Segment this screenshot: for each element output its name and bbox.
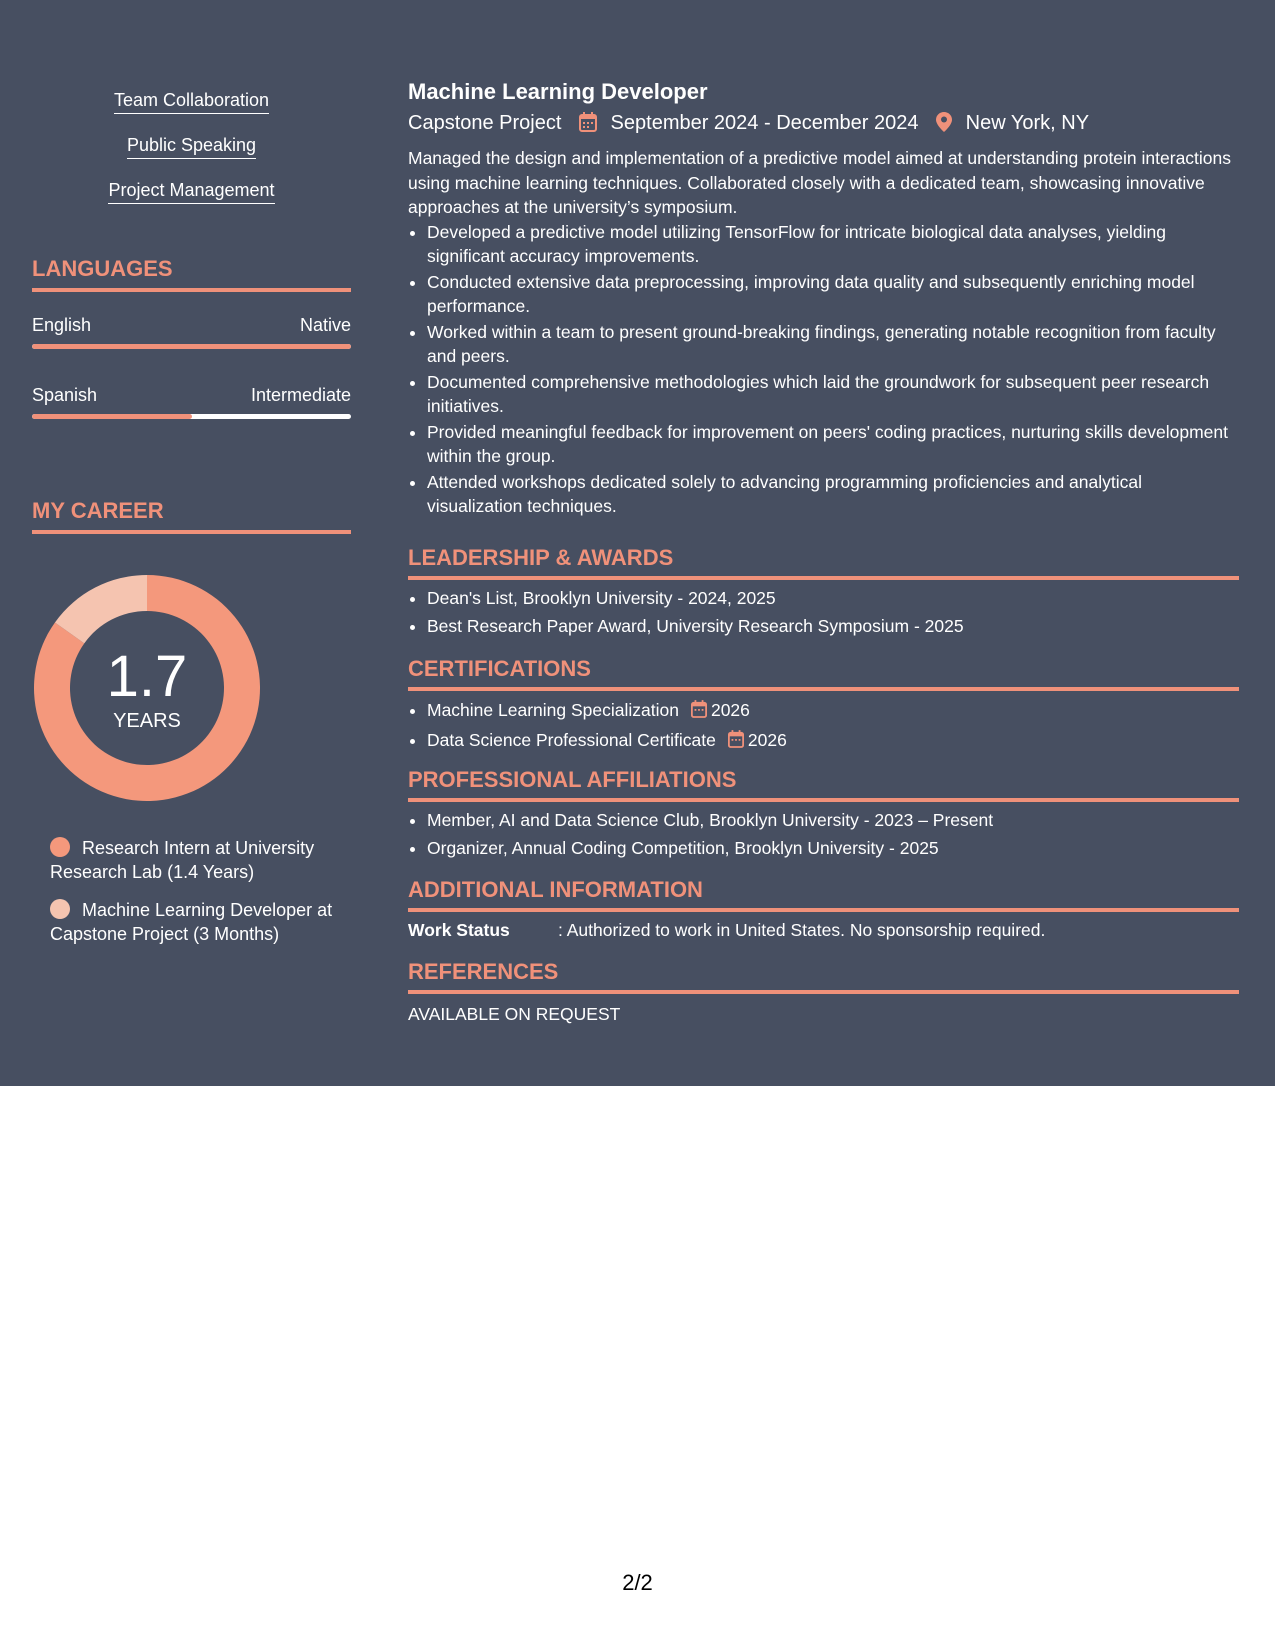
affiliations-list <box>408 807 1258 863</box>
list-item: • Attended workshops dedicated solely to advancing programming proficiencies and analytical visualization techniques. <box>427 470 1239 519</box>
work-status-value: : Authorized to work in United States. No sponsorship required. <box>558 920 1046 940</box>
language-name: English <box>32 315 92 335</box>
language-proficiency-bar <box>32 344 351 349</box>
donut-total-unit: YEARS <box>113 710 181 732</box>
career-legend-item: Machine Learning Developer at Capstone Project (3 Months) <box>50 900 333 944</box>
legend-dot-icon <box>50 837 70 857</box>
legend-dot-icon <box>50 899 70 919</box>
job-meta <box>408 111 1089 138</box>
donut-total-value: 1.7 <box>106 644 188 709</box>
references-text: AVAILABLE ON REQUEST <box>408 1004 621 1024</box>
list-item: • Provided meaningful feedback for improvement on peers' coding practices, nurturing skills development within the group. <box>427 420 1239 469</box>
language-proficiency-fill <box>32 414 192 419</box>
leadership-heading: LEADERSHIP & AWARDS <box>408 545 1239 580</box>
job-company: Capstone Project <box>408 112 562 134</box>
list-item: • Dean's List, Brooklyn University - 2024, 2025 <box>427 585 1258 612</box>
career-donut-chart <box>34 575 260 801</box>
job-summary: Managed the design and implementation of a predictive model aimed at understanding protein interactions using machine learning techniques. Collaborated closely with a dedicated team, showcasing innovative approaches at the university’s symposium. <box>408 148 1232 217</box>
calendar-icon <box>728 729 744 756</box>
skill-item: Team Collaboration <box>32 89 351 114</box>
language-name: Spanish <box>32 385 98 405</box>
language-level: Intermediate <box>250 385 351 405</box>
list-item: • Organizer, Annual Coding Competition, Brooklyn University - 2025 <box>427 835 1258 862</box>
languages-heading: LANGUAGES <box>32 256 351 292</box>
location-pin-icon <box>936 112 952 138</box>
list-item: • Developed a predictive model utilizing TensorFlow for intricate biological data analyses, yielding significant accuracy improvements. <box>427 220 1239 269</box>
language-proficiency-fill <box>32 344 351 349</box>
language-level: Native <box>299 315 351 335</box>
calendar-icon <box>579 112 597 138</box>
work-status <box>408 918 1045 942</box>
list-item: • Conducted extensive data preprocessing, improving data quality and subsequently enriching model performance. <box>427 270 1239 319</box>
career-heading: MY CAREER <box>32 498 351 534</box>
career-legend-item: Research Intern at University Research Lab (1.4 Years) <box>50 838 315 882</box>
calendar-icon <box>691 699 707 726</box>
work-status-label: Work Status <box>408 920 510 940</box>
list-item: • Worked within a team to present ground-breaking findings, generating notable recognition from faculty and peers. <box>427 320 1239 369</box>
page-number: 2/2 <box>622 1570 653 1595</box>
skill-item: Project Management <box>32 179 351 204</box>
certifications-heading: CERTIFICATIONS <box>408 656 1239 691</box>
job-title: Machine Learning Developer <box>408 79 708 104</box>
skill-item: Public Speaking <box>32 134 351 159</box>
job-bullets <box>408 220 1239 519</box>
job-dates: September 2024 - December 2024 <box>610 112 919 134</box>
list-item: • Machine Learning Specialization 2026 <box>427 697 1258 726</box>
job-location: New York, NY <box>965 112 1090 134</box>
additional-info-heading: ADDITIONAL INFORMATION <box>408 877 1239 912</box>
list-item: • Member, AI and Data Science Club, Brooklyn University - 2023 – Present <box>427 807 1258 834</box>
leadership-list <box>408 585 1258 641</box>
references-heading: REFERENCES <box>408 959 1239 994</box>
language-proficiency-bar <box>32 414 351 419</box>
list-item: • Data Science Professional Certificate 2026 <box>427 727 1258 756</box>
certifications-list <box>408 697 1258 757</box>
list-item: • Documented comprehensive methodologies which laid the groundwork for subsequent peer research initiatives. <box>427 370 1239 419</box>
list-item: • Best Research Paper Award, University Research Symposium - 2025 <box>427 613 1258 640</box>
job-description <box>408 146 1239 520</box>
affiliations-heading: PROFESSIONAL AFFILIATIONS <box>408 767 1239 802</box>
